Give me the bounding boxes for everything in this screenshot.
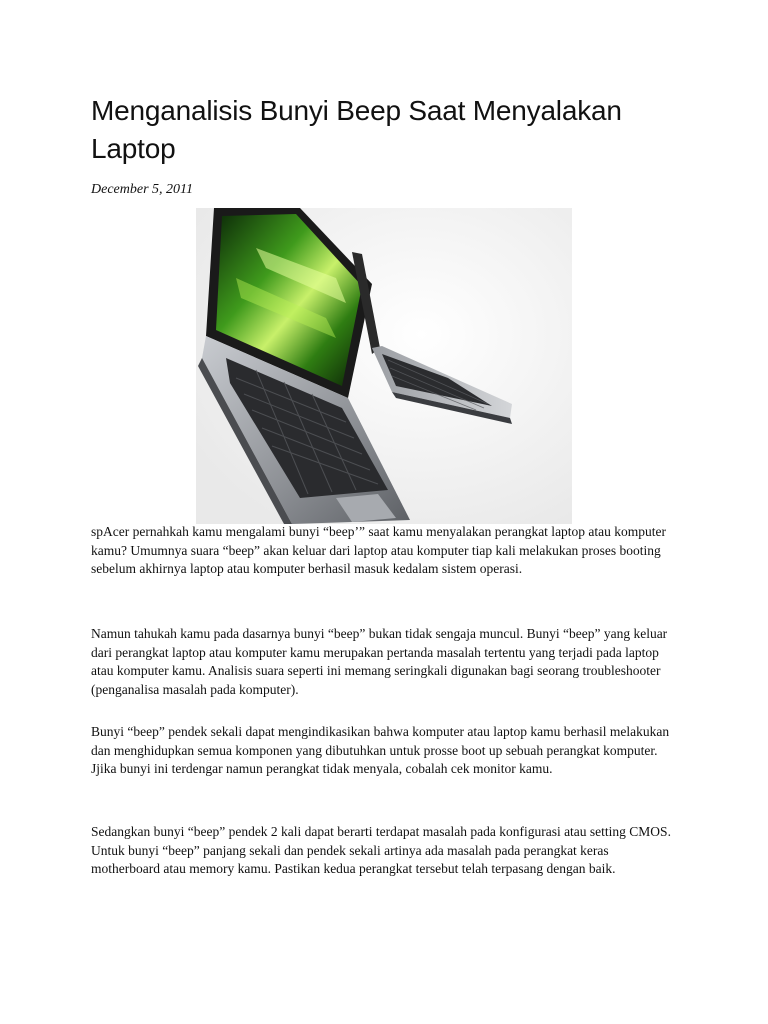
- article-paragraph-1: spAcer pernahkah kamu mengalami bunyi “beep’” saat kamu menyalakan perangkat laptop atau komputer kamu? Umumnya suara “beep” akan keluar dari laptop atau komputer tiap kali melakukan proses booting sebelum akhirnya laptop atau komputer berhasil masuk kedalam sistem operasi.: [91, 524, 667, 576]
- laptop-illustration: [196, 208, 572, 524]
- article-paragraph-2: Namun tahukah kamu pada dasarnya bunyi “beep” bukan tidak sengaja muncul. Bunyi “beep” yang keluar dari perangkat laptop atau komputer kamu merupakan pertanda masalah tertentu yang terjadi pada laptop atau komputer kamu. Analisis suara seperti ini memang seringkali digunakan bagi seorang troubleshooter (penganalisa masalah pada komputer).: [91, 626, 668, 697]
- article-paragraph-3: Bunyi “beep” pendek sekali dapat mengindikasikan bahwa komputer atau laptop kamu berhasil melakukan dan menghidupkan semua komponen yang dibutuhkan untuk prosse boot up sebuah perangkat komputer. Jjika bunyi ini terdengar namun perangkat tidak menyala, cobalah cek monitor kamu.: [91, 724, 670, 776]
- article-paragraph-4: Sedangkan bunyi “beep” pendek 2 kali dapat berarti terdapat masalah pada konfigurasi atau setting CMOS. Untuk bunyi “beep” panjang sekali dan pendek sekali artinya ada masalah pada perangkat keras motherboard atau memory kamu. Pastikan kedua perangkat tersebut telah terpasang dengan baik.: [91, 824, 671, 876]
- laptop-photo: [196, 208, 572, 524]
- article-date: December 5, 2011: [91, 182, 193, 197]
- article-title: Menganalisis Bunyi Beep Saat Menyalakan Laptop: [91, 95, 622, 164]
